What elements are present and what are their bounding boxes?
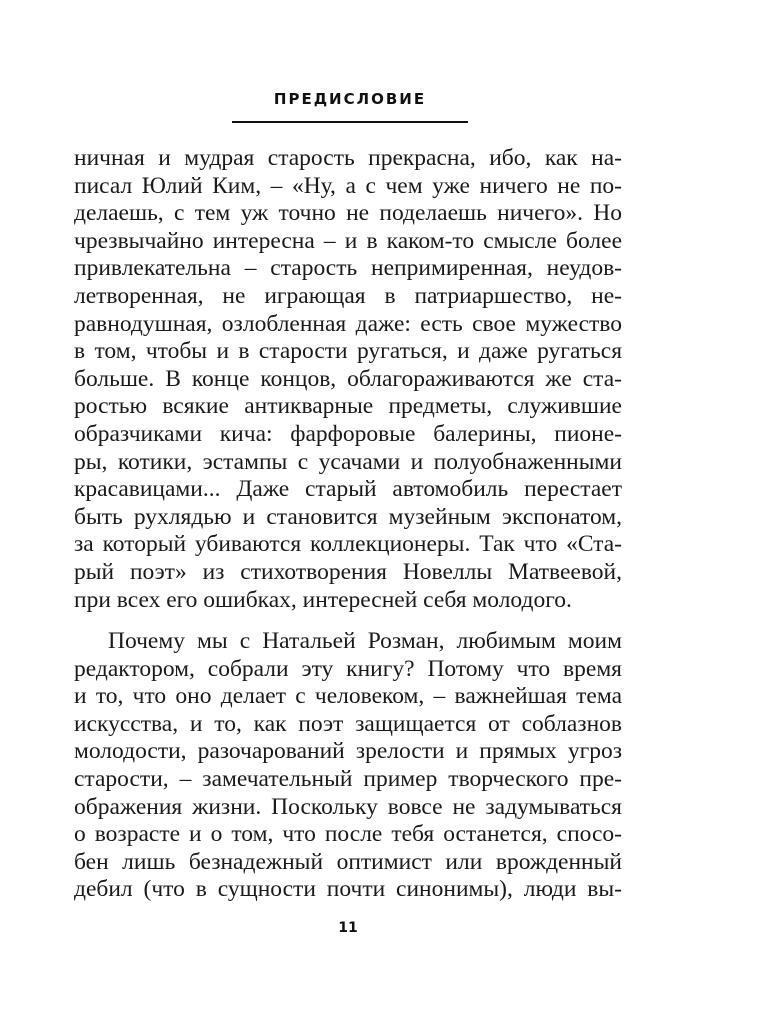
text-line: образчиками кича: фарфоровые балерины, пионе- — [74, 420, 622, 447]
text-line: больше. В конце концов, облагораживаются же ста- — [74, 365, 622, 392]
page-number: 11 — [338, 920, 358, 936]
header-rule — [232, 121, 468, 123]
text-line: ры, котики, эстампы с усачами и полуобнаженными — [74, 448, 622, 475]
text-line: чрезвычайно интересна – и в каком-то смысле более — [74, 227, 622, 254]
paragraph-gap — [74, 614, 622, 628]
text-line: летворенная, не играющая в патриаршество, не- — [74, 282, 622, 309]
text-line: делаешь, с тем уж точно не поделаешь ничего». Но — [74, 200, 622, 227]
paragraph-1 — [74, 145, 622, 614]
running-head: ПРЕДИСЛОВИЕ — [273, 90, 427, 108]
text-line: искусства, и то, как поэт защищается от соблазнов — [74, 710, 622, 737]
text-line: за который убиваются коллекционеры. Так что «Ста- — [74, 531, 622, 558]
text-line: и то, что оно делает с человеком, – важнейшая тема — [74, 683, 622, 710]
text-line: в том, чтобы и в старости ругаться, и даже ругаться — [74, 338, 622, 365]
text-line: молодости, разочарований зрелости и прямых угроз — [74, 738, 622, 765]
text-line: старости, – замечательный пример творческого пре- — [74, 766, 622, 793]
text-line: ничная и мудрая старость прекрасна, ибо, как на- — [74, 145, 622, 171]
paragraph-2 — [74, 628, 622, 904]
body-text — [74, 145, 622, 904]
text-line: быть рухлядью и становится музейным экспонатом, — [74, 503, 622, 530]
text-line: о возрасте и о том, что после тебя останется, спосо- — [74, 821, 622, 848]
text-line: ростью всякие антикварные предметы, служившие — [74, 393, 622, 420]
text-line: привлекательна – старость непримиренная, неудов- — [74, 255, 622, 282]
text-line: дебил (что в сущности почти синонимы), люди вы- — [74, 876, 622, 903]
text-line: бен лишь безнадежный оптимист или врожденный — [74, 848, 622, 875]
text-line: рый поэт» из стихотворения Новеллы Матвеевой, — [74, 558, 622, 585]
text-line: ображения жизни. Поскольку вовсе не задумываться — [74, 793, 622, 820]
text-line: писал Юлий Ким, – «Ну, а с чем уже ничего не по- — [74, 172, 622, 199]
text-line: равнодушная, озлобленная даже: есть свое мужество — [74, 310, 622, 337]
text-line: красавицами... Даже старый автомобиль перестает — [74, 476, 622, 503]
text-line: при всех его ошибках, интересней себя молодого. — [74, 586, 572, 613]
text-line: редактором, собрали эту книгу? Потому что время — [74, 655, 622, 682]
text-line: Почему мы с Натальей Розман, любимым моим — [108, 628, 622, 655]
